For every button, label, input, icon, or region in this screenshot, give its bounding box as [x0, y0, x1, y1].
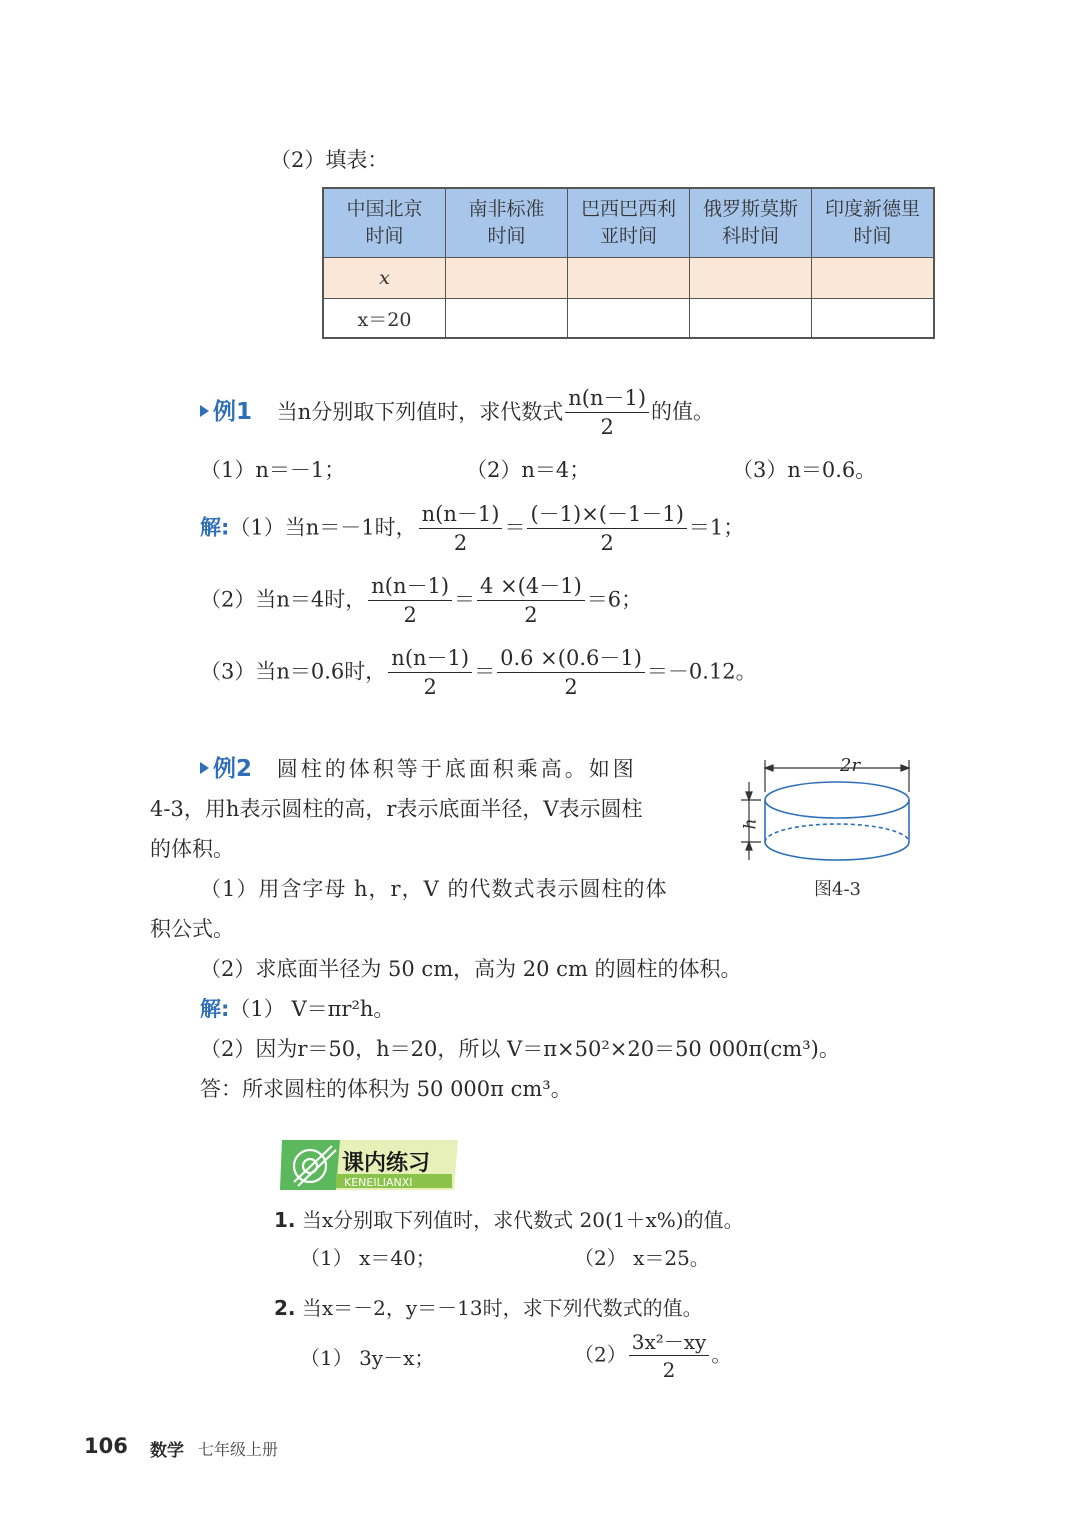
- figure-caption: 图4-3: [814, 879, 861, 900]
- table-cell: [690, 299, 812, 339]
- table-row: [323, 258, 934, 299]
- table-cell: [568, 258, 690, 299]
- table-header-cell: 印度新德里 时间: [812, 188, 935, 258]
- example2-line2: 4-3，用h表示圆柱的高，r表示底面半径，V表示圆柱: [150, 797, 643, 821]
- practice-q1-item-1: （1） x＝40；: [300, 1246, 436, 1270]
- table-header-cell: 巴西巴西利 亚时间: [568, 188, 690, 258]
- table-cell: [690, 258, 812, 299]
- practice-q2-item-1: （1） 3y－x；: [300, 1346, 435, 1370]
- table-cell: [812, 299, 935, 339]
- arrow-icon: [200, 405, 209, 417]
- solution-tag: 解:: [200, 997, 230, 1021]
- table-cell: [568, 299, 690, 339]
- arrow-icon: [200, 762, 209, 774]
- example2-line3: 的体积。: [150, 837, 234, 861]
- example1-prompt-end: 的值。: [651, 399, 715, 424]
- example2-heading: [200, 758, 637, 781]
- protractor-ruler-icon: [284, 1140, 340, 1190]
- example2-line1: 圆柱的体积等于底面积乘高。如图: [276, 757, 637, 781]
- row-label-x20: x＝20: [323, 299, 446, 339]
- example1-item-3: （3）n＝0.6。: [732, 458, 877, 482]
- example1-solution-3: （3）当n＝0.6时， $\frac{n(n-1)}{2}$ ＝ $\frac{0.6 \times(0.6-1)}{2}$ ＝－0.12。: [200, 646, 757, 699]
- practice-subtitle: KENEILIANXI: [344, 1176, 413, 1189]
- page-number: 106: [84, 1434, 128, 1458]
- example2-final-answer: 答：所求圆柱的体积为 50 000π cm³。: [200, 1077, 572, 1101]
- footer-subject: 数学: [150, 1441, 184, 1461]
- practice-question-1: 1. 当x分别取下列值时，求代数式 20(1＋x%)的值。: [274, 1208, 744, 1232]
- example2-q2: （2）求底面半径为 50 cm，高为 20 cm 的圆柱的体积。: [200, 957, 742, 981]
- row-label-x: x: [323, 258, 446, 299]
- example1-item-2: （2）n＝4；: [466, 458, 591, 482]
- practice-q2-item-2: （2） $\frac{\text{3x²－xy}}{2}$ 。: [574, 1330, 732, 1382]
- time-zone-table: [322, 187, 935, 339]
- table-cell: [446, 299, 568, 339]
- cylinder-bottom-back: [765, 824, 909, 842]
- table-cell: [812, 258, 935, 299]
- footer-grade: 七年级上册: [198, 1440, 279, 1459]
- practice-title: 课内练习: [342, 1151, 431, 1176]
- solution-tag: 解:: [200, 515, 230, 540]
- practice-badge: [278, 1138, 460, 1192]
- table-row: [323, 299, 934, 339]
- example1-solution-1: 解:（1）当n＝－1时， $\frac{n(n-1)}{2}$ ＝ $\frac{(-1)\times(-1-1)}{2}$ ＝1；: [200, 502, 745, 555]
- example1-prompt: 当n分别取下列值时，求代数式: [276, 399, 564, 424]
- example1-tag: 例1: [200, 399, 252, 425]
- cylinder-bottom-front: [765, 842, 909, 860]
- table-header-row: [323, 188, 934, 258]
- table-header-cell: 南非标准 时间: [446, 188, 568, 258]
- practice-question-2: 2. 当x＝－2，y＝－13时，求下列代数式的值。: [274, 1296, 703, 1320]
- practice-q1-item-2: （2） x＝25。: [574, 1246, 710, 1270]
- example1-solution-2: （2）当n＝4时， $\frac{n(n-1)}{2}$ ＝ $\frac{4 \times(4-1)}{2}$ ＝6；: [200, 574, 643, 627]
- table-header-cell: 俄罗斯莫斯 科时间: [690, 188, 812, 258]
- example1-item-1: （1）n＝－1；: [200, 458, 346, 482]
- example2-answer-1: 解:（1） V＝πr²h。: [200, 997, 395, 1021]
- table-header-cell: 中国北京 时间: [323, 188, 446, 258]
- example1-expression: $\frac{n(n-1)}{2}$: [565, 388, 649, 438]
- example2-q1a: （1）用含字母 h，r，V 的代数式表示圆柱的体: [200, 877, 668, 901]
- fill-table-label: （2）填表：: [270, 148, 389, 172]
- example2-tag: 例2: [200, 756, 252, 782]
- table-cell: [446, 258, 568, 299]
- example1-heading: [200, 388, 714, 438]
- example2-answer-2: （2）因为r＝50，h＝20，所以 V＝π×50²×20＝50 000π(cm³)。: [200, 1037, 840, 1061]
- figure-height-label: h: [740, 818, 761, 830]
- cylinder-top-ellipse: [765, 782, 909, 818]
- figure-diameter-label: 2r: [840, 755, 861, 776]
- example2-q1b: 积公式。: [150, 917, 234, 941]
